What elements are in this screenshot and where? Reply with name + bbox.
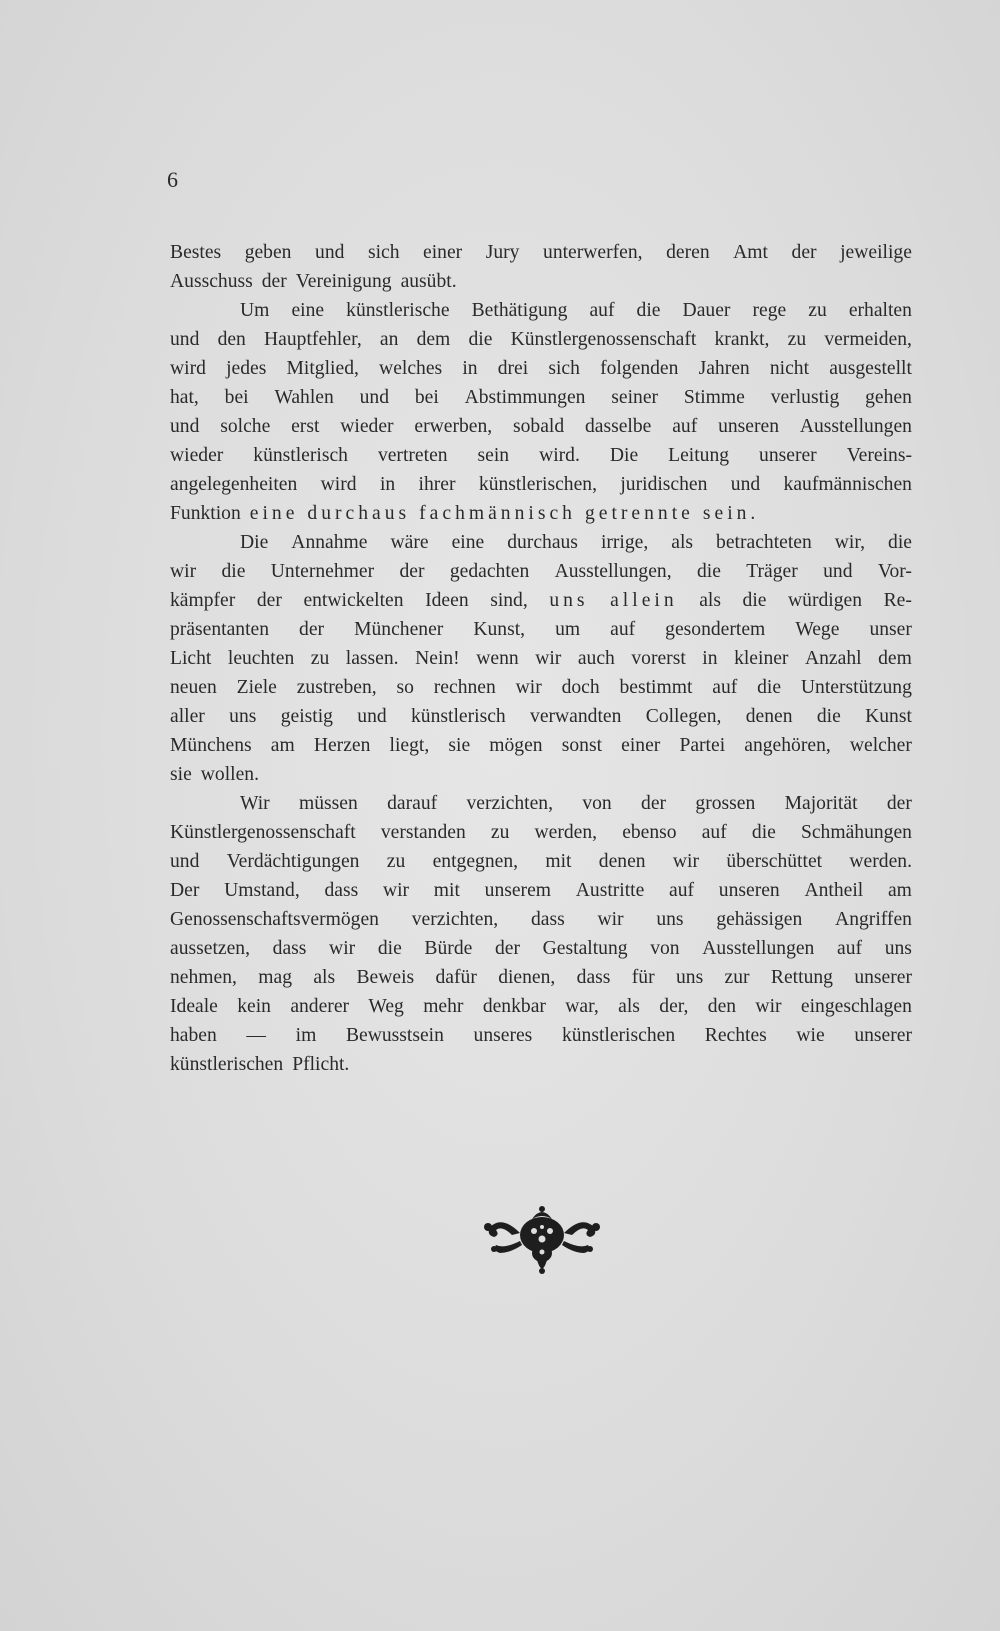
word: vermeiden,: [824, 329, 912, 350]
word: betrachteten: [716, 532, 812, 553]
word: welcher: [849, 735, 912, 756]
word: der: [399, 561, 425, 582]
word: die: [816, 706, 841, 727]
word: Majorität: [784, 793, 858, 814]
word: als: [671, 532, 694, 553]
word: der: [641, 793, 667, 814]
word: vorerst: [631, 648, 686, 669]
word: werden,: [534, 822, 598, 843]
word: auf: [712, 677, 738, 698]
word: hat,: [170, 387, 199, 408]
word: wir,: [834, 532, 866, 553]
text-line: [170, 760, 912, 789]
word: im: [295, 1025, 317, 1046]
word: Re-: [883, 590, 912, 611]
word: Abstimmungen: [464, 387, 586, 408]
word: wieder: [170, 445, 224, 466]
word: erst: [291, 416, 320, 437]
word: gesondertem: [665, 619, 766, 640]
word: Träger: [746, 561, 798, 582]
text-line: [170, 354, 912, 383]
word: die: [742, 590, 767, 611]
word: wir: [382, 880, 410, 901]
word: den: [707, 996, 737, 1017]
word: unserer: [854, 967, 912, 988]
word: dem: [878, 648, 912, 669]
word: der: [791, 242, 817, 263]
word: der: [256, 590, 282, 611]
word: unseres: [473, 1025, 533, 1046]
word: müssen: [299, 793, 358, 814]
word: verstanden: [380, 822, 466, 843]
word: entwickelten: [303, 590, 404, 611]
word: kaufmännischen: [783, 474, 912, 495]
word: die: [751, 822, 776, 843]
word: der: [261, 271, 287, 292]
word: nehmen,: [170, 967, 237, 988]
word: rege: [752, 300, 787, 321]
word: jedes: [226, 358, 267, 379]
word: rechnen: [433, 677, 496, 698]
word: uns: [675, 967, 704, 988]
word: Die: [609, 445, 639, 466]
word: sich: [367, 242, 400, 263]
word: Wir: [240, 793, 270, 814]
word: präsentanten: [170, 619, 270, 640]
word: gehen: [865, 387, 912, 408]
word: Künstlergenossenschaft: [510, 329, 697, 350]
word: eine: [291, 300, 325, 321]
word: der: [886, 793, 912, 814]
word: werden.: [849, 851, 912, 872]
word: verlustig: [770, 387, 840, 408]
word: irrige,: [600, 532, 649, 553]
word: als: [313, 967, 336, 988]
text-line: [170, 238, 912, 267]
word: und: [170, 416, 200, 437]
word: Schmähungen: [800, 822, 912, 843]
word: gehässigen: [716, 909, 803, 930]
word: auf: [589, 300, 615, 321]
word: und: [823, 561, 853, 582]
word: von: [650, 938, 680, 959]
text-line: [170, 296, 912, 325]
word: um: [555, 619, 581, 640]
word: angelegenheiten: [170, 474, 298, 495]
word: künstlerisch: [253, 445, 348, 466]
word: Verdächtigungen: [226, 851, 360, 872]
word: drei: [497, 358, 529, 379]
word: sie: [448, 735, 471, 756]
text-line: [170, 383, 912, 412]
word: Funktion: [170, 503, 241, 524]
word: sein: [477, 445, 510, 466]
word: so: [396, 677, 414, 698]
word: neuen: [170, 677, 217, 698]
word: Kunst: [865, 706, 912, 727]
word: geistig: [280, 706, 333, 727]
word: haben: [170, 1025, 217, 1046]
word: wenn: [476, 648, 519, 669]
word: welches: [379, 358, 443, 379]
word: die: [888, 532, 912, 553]
word: sonst: [561, 735, 603, 756]
word: Jahren: [698, 358, 750, 379]
word: ausgestellt: [829, 358, 912, 379]
word: grossen: [695, 793, 756, 814]
text-line: [170, 1050, 912, 1079]
word: dasselbe: [584, 416, 652, 437]
word: einer: [423, 242, 463, 263]
word: Unterstützung: [800, 677, 912, 698]
word: anderer: [290, 996, 350, 1017]
word: ausübt.: [400, 271, 457, 292]
word: bestimmt: [619, 677, 693, 698]
word: und: [730, 474, 761, 495]
floral-vignette-icon: [482, 1205, 602, 1277]
word: wird.: [539, 445, 580, 466]
word: auch: [577, 648, 615, 669]
word: unser: [869, 619, 912, 640]
word: zur: [724, 967, 750, 988]
word: wir: [597, 909, 624, 930]
word: Licht: [170, 648, 212, 669]
word: zu: [386, 851, 406, 872]
text-line: [170, 847, 912, 876]
word: in: [379, 474, 396, 495]
word: doch: [561, 677, 600, 698]
word: Ausstellungen: [702, 938, 815, 959]
word: erwerben,: [414, 416, 493, 437]
word: sind,: [490, 590, 528, 611]
word: Anzahl: [804, 648, 862, 669]
text-line: [170, 702, 912, 731]
word: wir: [535, 648, 562, 669]
word: fachmännisch: [419, 503, 576, 524]
word: in: [462, 358, 478, 379]
word: eine: [249, 503, 299, 524]
word: würdigen: [788, 590, 863, 611]
word: kämpfer: [170, 590, 236, 611]
word: Münchener: [354, 619, 444, 640]
word: für: [631, 967, 655, 988]
word: Nein!: [415, 648, 460, 669]
word: kleiner: [734, 648, 789, 669]
word: nicht: [769, 358, 810, 379]
word: Antheil: [804, 880, 864, 901]
word: kein: [237, 996, 271, 1017]
word: wie: [796, 1025, 825, 1046]
word: liegt,: [389, 735, 430, 756]
word: wollen.: [200, 764, 259, 785]
word: unserer: [759, 445, 817, 466]
word: Herzen: [313, 735, 371, 756]
word: Dauer: [682, 300, 731, 321]
word: solche: [220, 416, 271, 437]
word: denen: [745, 706, 793, 727]
text-line: [170, 586, 912, 615]
word: Bürde: [424, 938, 473, 959]
word: und: [170, 851, 200, 872]
word: zu: [808, 300, 827, 321]
word: Vereins-: [846, 445, 912, 466]
word: deren: [666, 242, 710, 263]
word: getrennte: [584, 503, 694, 524]
word: gedachten: [449, 561, 530, 582]
word: am: [270, 735, 295, 756]
word: unserer: [854, 1025, 912, 1046]
word: ebenso: [622, 822, 677, 843]
word: wieder: [340, 416, 394, 437]
text-line: [170, 963, 912, 992]
word: Wege: [795, 619, 840, 640]
word: sobald: [513, 416, 565, 437]
page-number: 6: [167, 167, 178, 192]
word: Austritte: [575, 880, 645, 901]
word: Ausstellungen,: [554, 561, 672, 582]
text-line: [170, 441, 912, 470]
word: Künstlergenossenschaft: [170, 822, 356, 843]
word: die: [468, 329, 493, 350]
word: dafür: [435, 967, 477, 988]
word: wird: [170, 358, 206, 379]
word: denkbar: [482, 996, 546, 1017]
word: entgegnen,: [432, 851, 519, 872]
word: Umstand,: [224, 880, 300, 901]
word: an: [379, 329, 399, 350]
word: Beweis: [356, 967, 415, 988]
word: überschüttet: [726, 851, 823, 872]
word: Partei: [679, 735, 726, 756]
word: dass: [576, 967, 611, 988]
word: darauf: [387, 793, 438, 814]
word: dass: [324, 880, 359, 901]
text-line: [170, 615, 912, 644]
word: uns: [549, 590, 589, 611]
word: Weg: [368, 996, 404, 1017]
word: eingeschlagen: [800, 996, 912, 1017]
word: Hauptfehler,: [264, 329, 362, 350]
word: juridischen: [620, 474, 708, 495]
text-line: [170, 557, 912, 586]
word: unseren: [718, 880, 780, 901]
text-line: [170, 818, 912, 847]
word: bei: [224, 387, 249, 408]
word: Annahme: [291, 532, 368, 553]
word: unterwerfen,: [543, 242, 643, 263]
word: die: [696, 561, 721, 582]
word: mehr: [423, 996, 464, 1017]
text-line: [170, 412, 912, 441]
word: Rechtes: [704, 1025, 767, 1046]
word: künstlerischen: [170, 1054, 284, 1075]
word: Gestaltung: [542, 938, 628, 959]
word: mit: [545, 851, 572, 872]
word: einer: [621, 735, 661, 756]
word: wir: [170, 561, 197, 582]
word: uns: [656, 909, 684, 930]
word: vertreten: [377, 445, 448, 466]
word: Vor-: [877, 561, 912, 582]
word: auf: [701, 822, 727, 843]
text-line: [170, 267, 912, 296]
word: Genossenschaftsvermögen: [170, 909, 379, 930]
word: die: [377, 938, 402, 959]
word: wir: [672, 851, 700, 872]
word: als: [618, 996, 640, 1017]
word: Leitung: [668, 445, 730, 466]
word: Ausstellungen: [799, 416, 912, 437]
word: Bethätigung: [471, 300, 568, 321]
word: folgenden: [600, 358, 679, 379]
word: wäre: [390, 532, 429, 553]
word: Stimme: [683, 387, 745, 408]
word: Amt: [733, 242, 768, 263]
word: dienen,: [498, 967, 556, 988]
word: sein.: [702, 503, 760, 524]
word: durchaus: [507, 532, 578, 553]
word: Um: [240, 300, 270, 321]
word: dass: [272, 938, 307, 959]
word: durchaus: [307, 503, 411, 524]
word: künstlerisch: [411, 706, 506, 727]
word: und: [357, 706, 387, 727]
word: künstlerischen,: [478, 474, 597, 495]
word: in: [702, 648, 718, 669]
word: zu: [787, 329, 807, 350]
text-line: [170, 789, 912, 818]
word: unserem: [484, 880, 552, 901]
word: dass: [530, 909, 565, 930]
word: denen: [598, 851, 646, 872]
word: auf: [837, 938, 863, 959]
text-line: [170, 731, 912, 760]
word: mag: [258, 967, 293, 988]
word: war,: [565, 996, 599, 1017]
word: krankt,: [714, 329, 770, 350]
word: Die: [240, 532, 269, 553]
word: Rettung: [770, 967, 833, 988]
word: Kunst,: [473, 619, 526, 640]
text-line: [170, 528, 912, 557]
word: wird: [320, 474, 357, 495]
text-line: [170, 905, 912, 934]
word: sie: [170, 764, 192, 785]
word: verzichten,: [411, 909, 499, 930]
word: auf: [672, 416, 698, 437]
word: und: [315, 242, 345, 263]
word: Wahlen: [274, 387, 334, 408]
word: dem: [416, 329, 451, 350]
word: jeweilige: [840, 242, 912, 263]
word: der: [494, 938, 520, 959]
word: Unternehmer: [270, 561, 375, 582]
word: Angriffen: [835, 909, 912, 930]
word: auf: [669, 880, 695, 901]
word: ihrer: [418, 474, 456, 495]
word: Mitglied,: [286, 358, 359, 379]
word: und: [359, 387, 390, 408]
word: erhalten: [848, 300, 912, 321]
word: mit: [433, 880, 460, 901]
text-line: [170, 499, 912, 528]
word: Pflicht.: [292, 1054, 350, 1075]
word: die: [636, 300, 661, 321]
word: angehören,: [744, 735, 831, 756]
word: Collegen,: [645, 706, 722, 727]
word: seiner: [611, 387, 659, 408]
text-line: [170, 325, 912, 354]
word: lassen.: [345, 648, 399, 669]
word: Jury: [485, 242, 520, 263]
word: der,: [659, 996, 689, 1017]
word: Bewusstsein: [345, 1025, 444, 1046]
word: geben: [244, 242, 292, 263]
word: eine: [451, 532, 485, 553]
word: wir: [329, 938, 356, 959]
word: mögen: [489, 735, 543, 756]
word: Ideale: [170, 996, 218, 1017]
word: die: [757, 677, 782, 698]
word: uns: [884, 938, 912, 959]
word: aller: [170, 706, 205, 727]
word: aussetzen,: [170, 938, 250, 959]
text-line: [170, 934, 912, 963]
word: Ziele: [236, 677, 277, 698]
word: leuchten: [227, 648, 295, 669]
word: sich: [548, 358, 580, 379]
word: zu: [490, 822, 510, 843]
word: —: [246, 1025, 267, 1046]
word: bei: [414, 387, 439, 408]
word: künstlerische: [346, 300, 450, 321]
word: wir: [515, 677, 542, 698]
word: allein: [610, 590, 678, 611]
word: künstlerischen: [561, 1025, 676, 1046]
body-text: [170, 238, 912, 1079]
word: verzichten,: [466, 793, 553, 814]
word: von: [582, 793, 612, 814]
text-line: [170, 876, 912, 905]
word: Münchens: [170, 735, 252, 756]
word: als: [699, 590, 721, 611]
text-line: [170, 644, 912, 673]
word: Ideen: [425, 590, 469, 611]
word: am: [887, 880, 912, 901]
word: Bestes: [170, 242, 222, 263]
word: zu: [310, 648, 330, 669]
word: wir: [755, 996, 782, 1017]
word: den: [217, 329, 246, 350]
text-line: [170, 470, 912, 499]
text-line: [170, 992, 912, 1021]
word: zustreben,: [296, 677, 377, 698]
word: auf: [610, 619, 636, 640]
text-line: [170, 1021, 912, 1050]
word: Ausschuss: [170, 271, 253, 292]
word: Vereinigung: [295, 271, 392, 292]
word: der: [299, 619, 325, 640]
text-line: [170, 673, 912, 702]
word: verwandten: [530, 706, 622, 727]
word: Der: [170, 880, 200, 901]
word: unseren: [718, 416, 779, 437]
word: und: [170, 329, 200, 350]
word: uns: [229, 706, 257, 727]
word: die: [221, 561, 246, 582]
